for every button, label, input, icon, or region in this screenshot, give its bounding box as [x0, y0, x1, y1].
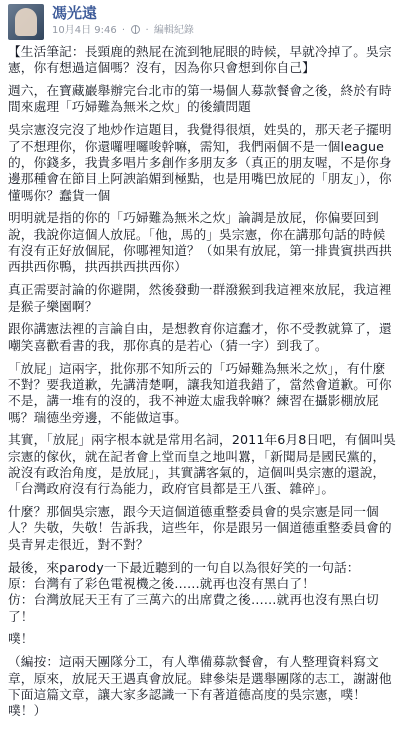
- post-paragraph: （編按：這兩天團隊分工，有人準備募款餐會，有人整理資料寫文章，原來，放屁天王遇真會放屁。肆參柒是選舉團隊的志工，謝謝他下面這篇文章，讓大家多認識一下有著道德高度的吳宗憲，噗！噗！）: [8, 654, 392, 719]
- post-paragraph: 最後，來parody一下最近聽到的一句自以為很好笑的一句話： 原：台灣有了彩色電視機之後……就再也沒有黑白了！ 仿：台灣放屁天王有了三萬六的出席費之後……就再也沒有黑白切了！: [8, 559, 379, 624]
- meta-separator-2: ·: [145, 25, 149, 36]
- post-header: [8, 4, 397, 40]
- post-paragraph: 吳宗憲沒完沒了地炒作這題目，我覺得很煩，姓吳的，那天老子擺明了不想理你，你還囉哩囉唆幹嘛，需知，我們兩個不是一個league的，你錢多，我貴多唱片多創作多朋友多（真正的朋友喔，不是你身邊那種會在節目上阿諛諂媚到極點，也是用嘴巴放屁的「朋友」），你懂嗎你？蠢貨一個: [8, 122, 392, 203]
- post-paragraph: 週六，在寶藏巖舉辦完台北市的第一場個人募款餐會之後，終於有時間來處理「巧婦難為無米之炊」的後續問題: [8, 83, 392, 115]
- post-timestamp[interactable]: 10月4日 9:46: [52, 25, 117, 36]
- edit-history-link[interactable]: 編輯紀錄: [153, 25, 194, 36]
- post-paragraph: 明明就是指的你的「巧婦難為無米之炊」論調是放屁，你偏要回到說，我說你這個人放屁。「他，馬的」吳宗憲，你在講那句話的時候有沒有正好放個屁，你哪裡知道？（如果有放屁，第一排貴賓拱西拱西拱西你鴨，拱西拱西拱西你）: [8, 210, 392, 275]
- post-paragraph: 跟你講憲法裡的言論自由，是想教育你這蠢才，你不受教就算了，還嘲笑喜歡看書的我，那你真的是若心（猜一字）到我了。: [8, 321, 392, 353]
- avatar[interactable]: [8, 4, 44, 40]
- meta-separator: ·: [121, 25, 126, 36]
- post-body: [8, 44, 397, 720]
- post-paragraph: 其實，「放屁」兩字根本就是常用名詞，2011年6月8日吧，有個叫吳宗憲的傢伙，就在記者會上堂而皇之地叫囂，「新聞局是國民黨的，說沒有政治角度，是放屁」，其實講客氣的，這個叫吳宗憲的還說，「台灣政府沒有行為能力，政府官員都是王八蛋、雜碎」。: [8, 432, 396, 497]
- post-meta: [52, 24, 194, 38]
- post-paragraph: 「放屁」這兩字，批你那不知所云的「巧婦難為無米之炊」，有什麼不對？要我道歉，先講清楚啊，讓我知道我錯了，當然會道歉。可你不是，講一堆有的沒的，我不神遊太虛我幹嘛？練習在攝影棚放屁嗎？瑞德坐旁邊，不能做這事。: [8, 360, 392, 425]
- author-name[interactable]: 馮光遠: [52, 4, 98, 22]
- globe-icon[interactable]: [131, 25, 140, 34]
- post-paragraph: 【生活筆記：長頸鹿的熱屁在流到牠屁眼的時候，早就冷掉了。吳宗憲，你有想過這個嗎？沒有，因為你只會想到你自己】: [8, 44, 392, 76]
- post-paragraph: 噗！: [8, 631, 34, 647]
- post-paragraph: 真正需要討論的你避開，然後發動一群潑猴到我這裡來放屁，我這裡是猴子樂園啊？: [8, 282, 392, 314]
- post-paragraph: 什麼？那個吳宗憲，跟今天這個道德重整委員會的吳宗憲是同一個人？失敬，失敬！告訴我，這些年，你是跟另一個道德重整委員會的吳青昇走很近，對不對？: [8, 504, 392, 552]
